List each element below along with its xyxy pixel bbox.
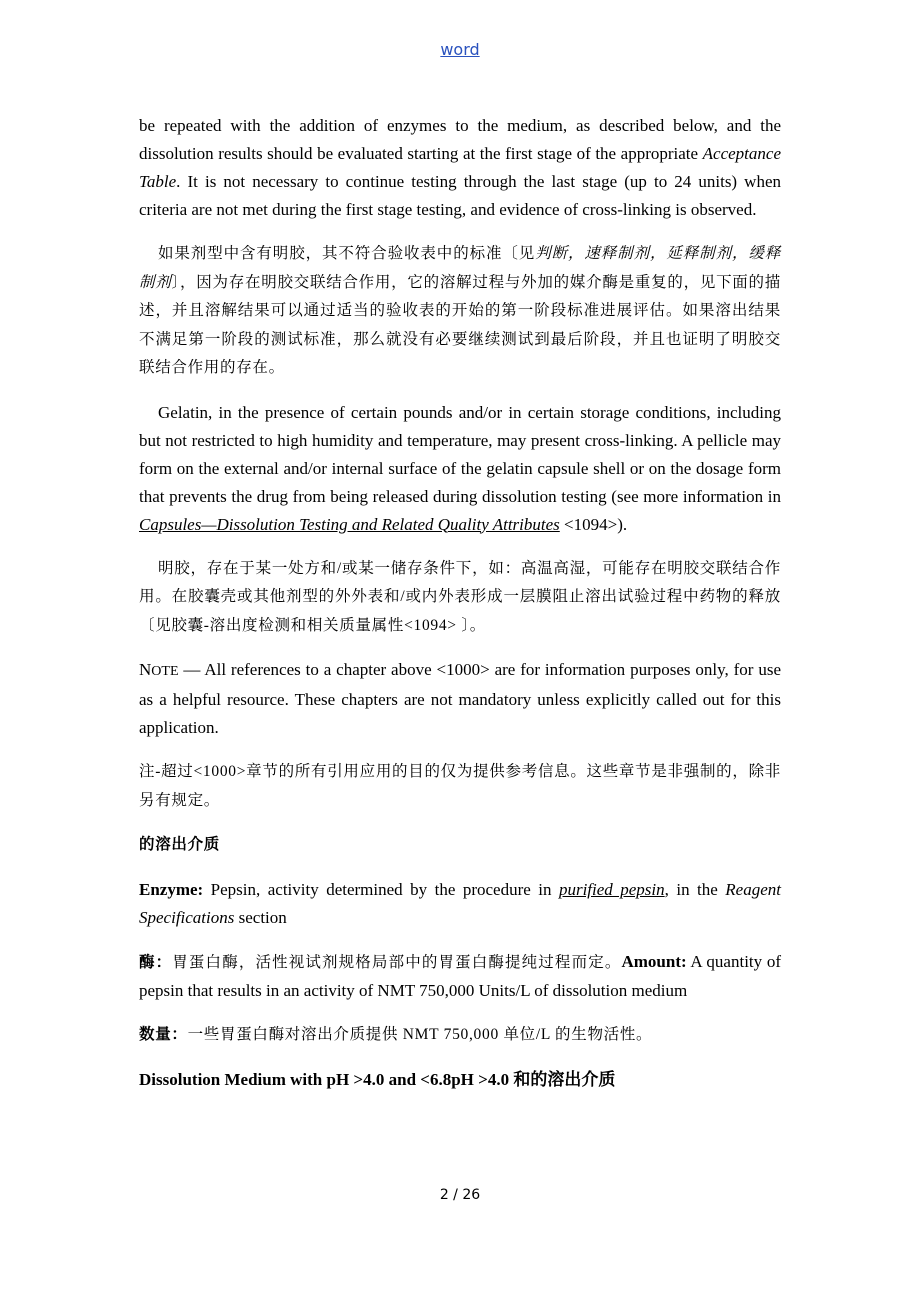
note-en: NOTE — All references to a chapter above <1000> are for information purposes only, for use as a helpful resource. These chapters are not mandatory unless explicitly called out for this application. <box>139 660 781 737</box>
note-zh: 注-超过<1000>章节的所有引用应用的目的仅为提供参考信息。这些章节是非强制的，除非另有规定。 <box>139 763 781 809</box>
paragraph-en-gelatin: Gelatin, in the presence of certain pounds and/or in certain storage conditions, including but not restricted to high humidity and temperature, may present cross-linking. A pellicle may form on the external and/or internal surface of the gelatin capsule shell or on the dosage form that prevents the drug from being released during dissolution testing (see more information in Capsules—Dissolution Testing and Related Quality Attributes <1094>). <box>139 402 781 534</box>
paragraph-en-1: be repeated with the addition of enzymes to the medium, as described below, and the dissolution results should be evaluated starting at the first stage of the appropriate Acceptance Table. It is not necessary to continue testing through the last stage (up to 24 units) when criteria are not met during the first stage testing, and evidence of cross-linking is observed. <box>139 116 781 219</box>
amount-zh-paragraph: 数量：一些胃蛋白酶对溶出介质提供 NMT 750,000 单位/L 的生物活性。 <box>139 1026 653 1043</box>
section-heading-medium: 的溶出介质 <box>139 836 221 853</box>
capsules-dissolution-link[interactable]: Capsules—Dissolution Testing and Related Quality Attributes <box>139 514 560 534</box>
paragraph-zh-gelatin: 明胶，存在于某一处方和/或某一储存条件下，如：高温高湿，可能存在明胶交联结合作用。在胶囊壳或其他剂型的外外表和/或内外表形成一层膜阻止溶出试验过程中药物的释放〔见胶囊-溶出度检测和相关质量属性<1094> 〕。 <box>139 559 781 634</box>
header-word-link[interactable]: word <box>440 40 480 59</box>
document-body <box>139 112 781 1094</box>
purified-pepsin-link[interactable]: purified pepsin <box>558 879 665 899</box>
page-number: 2 / 26 <box>439 1187 481 1203</box>
paragraph-zh-1: 如果剂型中含有明胶，其不符合验收表中的标准〔见判断，速释制剂，延释制剂，缓释制剂〕，因为存在明胶交联结合作用，它的溶解过程与外加的媒介酶是重复的，见下面的描述，并且溶解结果可以通过适当的验收表的开始的第一阶段标准进展评估。如果溶出结果不满足第一阶段的测试标准，那么就没有必要继续测试到最后阶段，并且也证明了明胶交联结合作用的存在。 <box>139 245 781 376</box>
section-heading-ph: Dissolution Medium with pH >4.0 and <6.8pH >4.0 和的溶出介质 <box>139 1069 616 1089</box>
acceptance-table-term: Acceptance Table <box>139 144 781 191</box>
enzyme-zh-amount-paragraph: 酶：胃蛋白酶，活性视试剂规格局部中的胃蛋白酶提纯过程而定。Amount: A quantity of pepsin that results in an activity of NMT 750,000 Units/L of dissolution medium <box>139 951 781 1000</box>
enzyme-paragraph: Enzyme: Pepsin, activity determined by the procedure in purified pepsin, in the Reagent Specifications section <box>139 879 781 927</box>
